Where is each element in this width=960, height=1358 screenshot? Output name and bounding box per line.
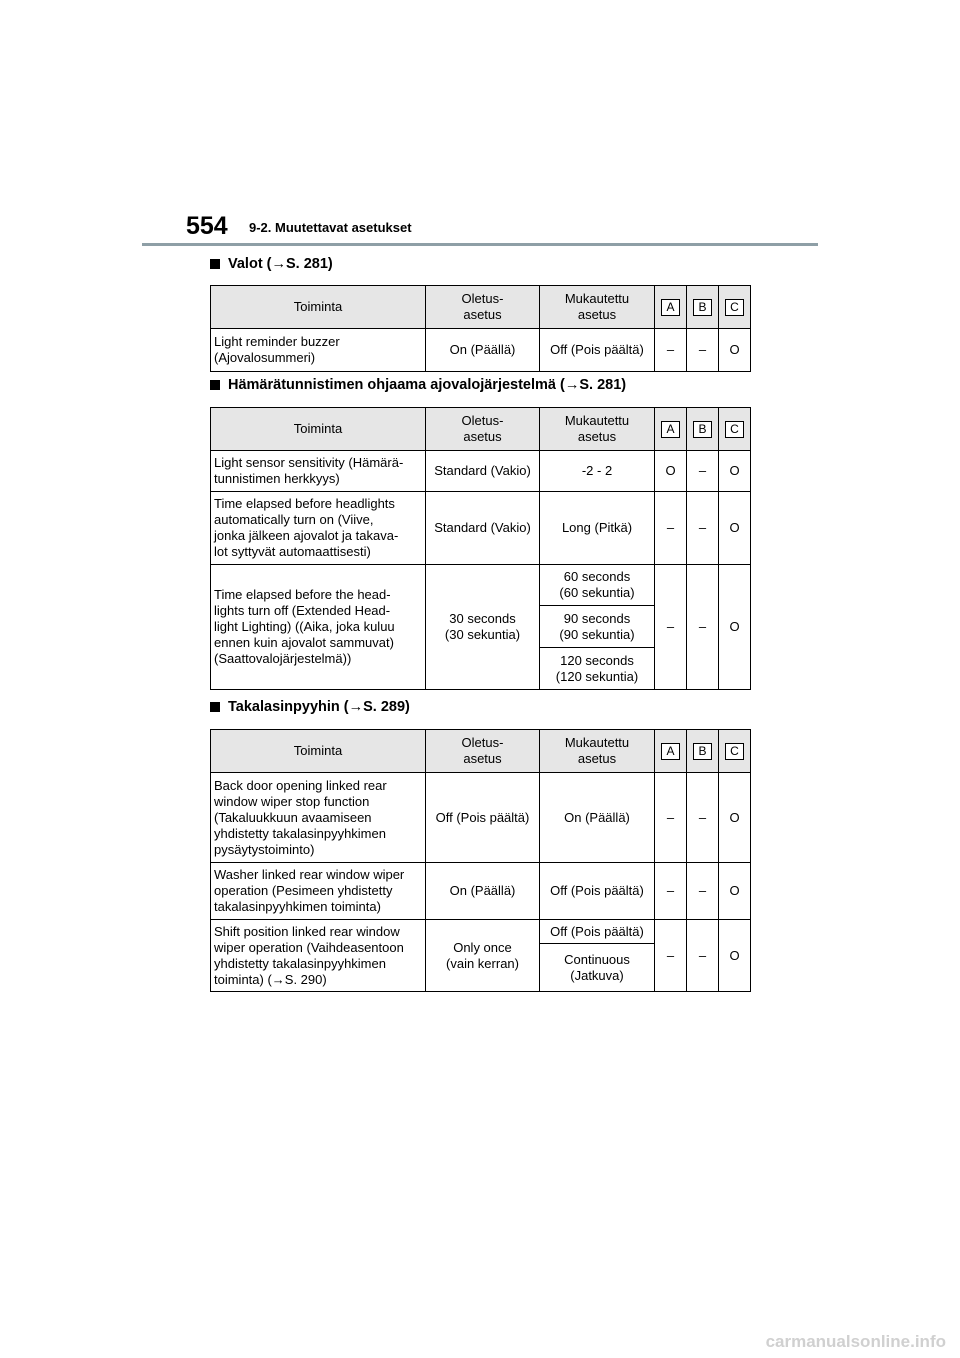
- square-bullet-icon: [210, 380, 220, 390]
- col-b-label: B: [693, 421, 712, 438]
- chapter-title: 9-2. Muutettavat asetukset: [249, 220, 412, 235]
- cell-a: –: [655, 329, 687, 372]
- col-a-label: A: [661, 299, 680, 316]
- cell-b: –: [687, 773, 719, 863]
- cell-b: –: [687, 920, 719, 992]
- square-bullet-icon: [210, 259, 220, 269]
- col-b-label: B: [693, 743, 712, 760]
- cell-default: On (Päällä): [426, 329, 540, 372]
- section-title-rear-wiper: [210, 699, 410, 715]
- col-a: [655, 408, 687, 451]
- cell-default: 30 seconds (30 sekuntia): [426, 565, 540, 690]
- col-a: [655, 286, 687, 329]
- table-header-row: [211, 408, 751, 451]
- col-c-label: C: [725, 743, 744, 760]
- cell-custom: Off (Pois päältä): [540, 863, 655, 920]
- cell-c: O: [719, 773, 751, 863]
- col-c-label: C: [725, 299, 744, 316]
- table-header-row: [211, 730, 751, 773]
- cell-a: –: [655, 565, 687, 690]
- table-row: [211, 773, 751, 863]
- cell-default: Only once (vain kerran): [426, 920, 540, 992]
- cell-b: –: [687, 329, 719, 372]
- section-title-text: Valot (→S. 281): [228, 256, 333, 272]
- cell-a: –: [655, 863, 687, 920]
- cell-b: –: [687, 565, 719, 690]
- cell-a: O: [655, 451, 687, 492]
- cell-function: Light sensor sensitivity (Hämärä- tunnistimen herkkyys): [211, 451, 426, 492]
- col-custom: Mukautettu asetus: [540, 286, 655, 329]
- col-default: Oletus- asetus: [426, 408, 540, 451]
- col-function: Toiminta: [211, 730, 426, 773]
- col-c-label: C: [725, 421, 744, 438]
- settings-table-lights: [210, 285, 751, 372]
- cell-function: Washer linked rear window wiper operation (Pesimeen yhdistetty takalasinpyyhkimen toiminta): [211, 863, 426, 920]
- section-title-text: Hämärätunnistimen ohjaama ajovalojärjestelmä (→S. 281): [228, 377, 627, 393]
- col-a: [655, 730, 687, 773]
- cell-custom: On (Päällä): [540, 773, 655, 863]
- cell-default: Standard (Vakio): [426, 492, 540, 565]
- cell-function: Light reminder buzzer (Ajovalosummeri): [211, 329, 426, 372]
- col-function: Toiminta: [211, 408, 426, 451]
- table-row: [211, 565, 751, 606]
- cell-b: –: [687, 863, 719, 920]
- col-custom: Mukautettu asetus: [540, 408, 655, 451]
- table-row: [211, 492, 751, 565]
- section-title-lights: [210, 256, 333, 272]
- section-title-light-sensor: [210, 377, 626, 393]
- cell-custom-option: 60 seconds (60 sekuntia): [540, 565, 655, 606]
- col-b: [687, 408, 719, 451]
- cell-b: –: [687, 492, 719, 565]
- cell-c: O: [719, 920, 751, 992]
- cell-b: –: [687, 451, 719, 492]
- cell-a: –: [655, 773, 687, 863]
- cell-custom: Long (Pitkä): [540, 492, 655, 565]
- col-default: Oletus- asetus: [426, 730, 540, 773]
- cell-a: –: [655, 492, 687, 565]
- col-function: Toiminta: [211, 286, 426, 329]
- header-rule: [142, 243, 818, 246]
- cell-c: O: [719, 863, 751, 920]
- col-b: [687, 286, 719, 329]
- cell-custom-option: Off (Pois päältä): [540, 920, 655, 944]
- watermark: carmanualsonline.info: [765, 1332, 946, 1351]
- table-row: [211, 863, 751, 920]
- cell-c: O: [719, 451, 751, 492]
- cell-default: On (Päällä): [426, 863, 540, 920]
- table-row: [211, 920, 751, 944]
- settings-table-rear-wiper: [210, 729, 751, 992]
- cell-function: Back door opening linked rear window wiper stop function (Takaluukkuun avaamiseen yhdistetty takalasinpyyhkimen pysäytystoiminto): [211, 773, 426, 863]
- col-c: [719, 286, 751, 329]
- cell-custom-option: Continuous (Jatkuva): [540, 944, 655, 992]
- cell-custom-option: 90 seconds (90 sekuntia): [540, 606, 655, 648]
- cell-custom: -2 - 2: [540, 451, 655, 492]
- col-default: Oletus- asetus: [426, 286, 540, 329]
- col-c: [719, 408, 751, 451]
- cell-custom: Off (Pois päältä): [540, 329, 655, 372]
- cell-c: O: [719, 565, 751, 690]
- cell-default: Standard (Vakio): [426, 451, 540, 492]
- square-bullet-icon: [210, 702, 220, 712]
- page-number: 554: [186, 212, 228, 240]
- cell-a: –: [655, 920, 687, 992]
- cell-default: Off (Pois päältä): [426, 773, 540, 863]
- table-header-row: [211, 286, 751, 329]
- cell-c: O: [719, 492, 751, 565]
- cell-function: Time elapsed before the head- lights turn off (Extended Head- light Lighting) ((Aika, joka kuluu ennen kuin ajovalot sammuvat) (Saattovalojärjestelmä)): [211, 565, 426, 690]
- col-b: [687, 730, 719, 773]
- cell-function: Shift position linked rear window wiper operation (Vaihdeasentoon yhdistetty takalasinpyyhkimen toiminta) (→S. 290): [211, 920, 426, 992]
- col-b-label: B: [693, 299, 712, 316]
- cell-c: O: [719, 329, 751, 372]
- table-row: [211, 329, 751, 372]
- col-a-label: A: [661, 421, 680, 438]
- section-title-text: Takalasinpyyhin (→S. 289): [228, 699, 410, 715]
- settings-table-light-sensor: [210, 407, 751, 690]
- cell-function: Time elapsed before headlights automatically turn on (Viive, jonka jälkeen ajovalot ja takava- lot syttyvät automaattisesti): [211, 492, 426, 565]
- col-c: [719, 730, 751, 773]
- col-custom: Mukautettu asetus: [540, 730, 655, 773]
- table-row: [211, 451, 751, 492]
- col-a-label: A: [661, 743, 680, 760]
- cell-custom-option: 120 seconds (120 sekuntia): [540, 648, 655, 690]
